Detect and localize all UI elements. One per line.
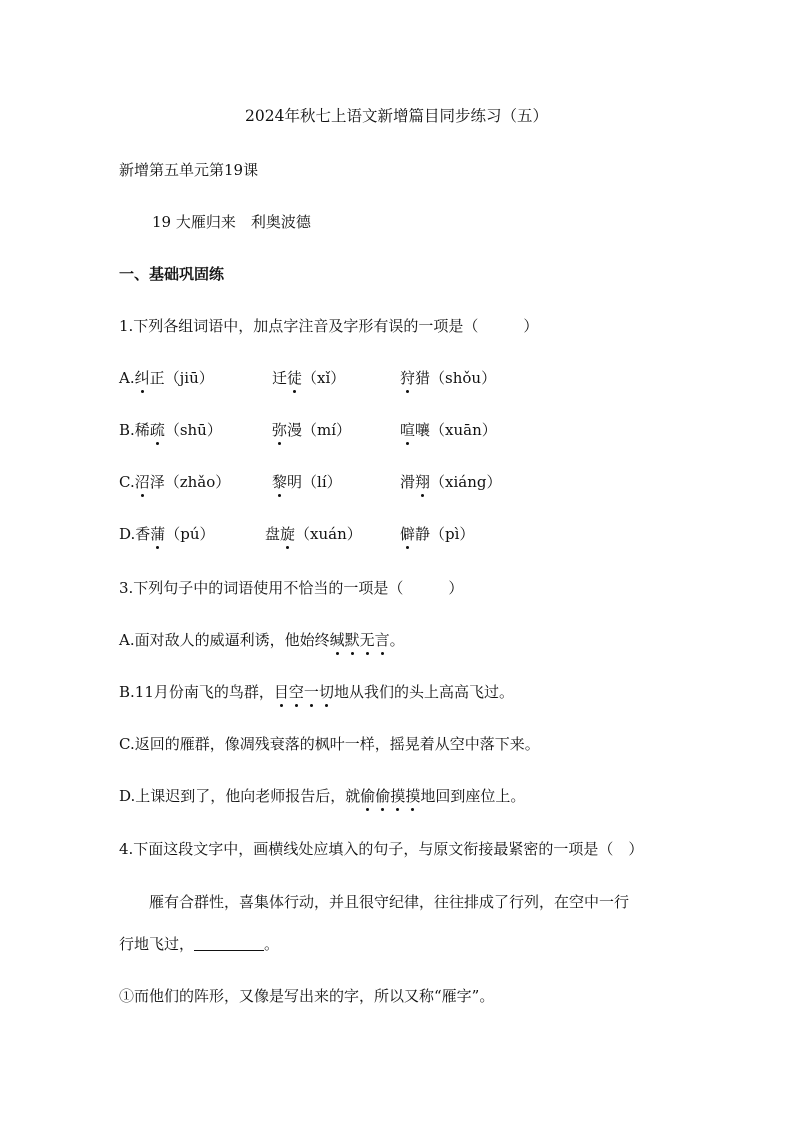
- question-3-option-a: [119, 630, 405, 650]
- dotted-char: 弥: [272, 421, 288, 439]
- fill-in-blank: [194, 936, 264, 951]
- dotted-char: 切: [318, 683, 334, 701]
- question-1-option-d-word-2: [265, 524, 362, 544]
- question-3-option-d: [119, 786, 525, 806]
- word-text: 迁: [272, 369, 288, 387]
- dotted-char: 翔: [415, 473, 431, 491]
- question-1-option-c-word-3: [400, 472, 502, 492]
- passage-text: 。: [264, 935, 280, 953]
- dotted-char: 偷: [360, 787, 376, 805]
- option-text: 地从我们的头上高高飞过。: [333, 683, 514, 701]
- word-text: 泽（zhǎo）: [149, 473, 231, 491]
- dotted-char: 摸: [390, 787, 406, 805]
- word-text: （pú）: [165, 525, 215, 543]
- word-text: （shū）: [164, 421, 222, 439]
- option-text: 地回到座位上。: [420, 787, 526, 805]
- dotted-char: 蒲: [150, 525, 166, 543]
- page-title: 2024年秋七上语文新增篇目同步练习（五）: [245, 107, 548, 125]
- word-text: （xuán）: [295, 525, 362, 543]
- option-letter: C.: [119, 473, 135, 491]
- option-letter: A.: [119, 369, 135, 387]
- dotted-char: 缄: [329, 631, 345, 649]
- dotted-char: 摸: [405, 787, 421, 805]
- word-text: 明（lí）: [287, 473, 342, 491]
- question-1-option-a-word-2: [272, 368, 345, 388]
- word-text: 正（jiū）: [149, 369, 214, 387]
- dotted-char: 空: [288, 683, 304, 701]
- lesson-heading: 19 大雁归来 利奥波德: [152, 213, 311, 231]
- question-1-stem: 1.下列各组词语中，加点字注音及字形有误的一项是（ ）: [119, 317, 539, 335]
- word-text: 漫（mí）: [287, 421, 352, 439]
- dotted-char: 无: [359, 631, 375, 649]
- dotted-char: 偷: [375, 787, 391, 805]
- option-text: 。: [389, 631, 405, 649]
- dotted-phrase: [360, 787, 420, 805]
- question-1-option-d-word-3: [400, 524, 474, 544]
- question-1-option-d-word-1: [119, 524, 215, 544]
- question-3-option-b: [119, 682, 514, 702]
- word-text: 猎（shǒu）: [415, 369, 497, 387]
- word-text: 盘: [265, 525, 281, 543]
- word-text: 静（pì）: [415, 525, 475, 543]
- dotted-char: 言: [374, 631, 390, 649]
- question-1-option-a-word-3: [400, 368, 496, 388]
- dotted-char: 沼: [134, 473, 150, 491]
- option-letter: D.: [119, 525, 136, 543]
- dotted-char: 狩: [400, 369, 416, 387]
- question-3-option-c: C.返回的雁群，像凋残衰落的枫叶一样，摇晃着从空中落下来。: [119, 735, 540, 753]
- unit-heading: 新增第五单元第19课: [119, 161, 259, 179]
- dotted-char: 疏: [149, 421, 165, 439]
- dotted-char: 旋: [280, 525, 296, 543]
- dotted-phrase: [274, 683, 334, 701]
- word-text: 嚷（xuān）: [415, 421, 497, 439]
- question-4-passage-line-1: 雁有合群性，喜集体行动，并且很守纪律，往往排成了行列，在空中一行: [149, 893, 630, 911]
- dotted-phrase: [330, 631, 390, 649]
- question-4-option-1: ①而他们的阵形，又像是写出来的字，所以又称“雁字”。: [119, 987, 495, 1005]
- question-1-option-a-word-1: [119, 368, 214, 388]
- question-3-stem: 3.下列句子中的词语使用不恰当的一项是（ ）: [119, 579, 464, 597]
- dotted-char: 徒: [287, 369, 303, 387]
- question-1-option-c-word-1: [119, 472, 230, 492]
- option-text: A.面对敌人的威逼利诱，他始终: [119, 631, 330, 649]
- question-1-option-c-word-2: [272, 472, 342, 492]
- section-heading: 一、基础巩固练: [119, 265, 225, 283]
- word-text: （xǐ）: [302, 369, 346, 387]
- word-text: 滑: [400, 473, 416, 491]
- word-text: 稀: [134, 421, 150, 439]
- dotted-char: 纠: [134, 369, 150, 387]
- question-1-option-b-word-1: [119, 420, 222, 440]
- question-1-option-b-word-2: [272, 420, 351, 440]
- dotted-char: 默: [344, 631, 360, 649]
- dotted-char: 黎: [272, 473, 288, 491]
- option-text: D.上课迟到了，他向老师报告后，就: [119, 787, 361, 805]
- question-4-stem: 4.下面这段文字中，画横线处应填入的句子，与原文衔接最紧密的一项是（ ）: [119, 840, 644, 858]
- option-text: B.11月份南飞的鸟群，: [119, 683, 274, 701]
- dotted-char: 僻: [400, 525, 416, 543]
- question-1-option-b-word-3: [400, 420, 497, 440]
- dotted-char: 喧: [400, 421, 416, 439]
- question-4-passage-line-2: [119, 934, 279, 954]
- dotted-char: 一: [303, 683, 319, 701]
- word-text: 香: [135, 525, 151, 543]
- passage-text: 行地飞过，: [119, 935, 195, 953]
- dotted-char: 目: [273, 683, 289, 701]
- option-letter: B.: [119, 421, 135, 439]
- word-text: （xiáng）: [430, 473, 502, 491]
